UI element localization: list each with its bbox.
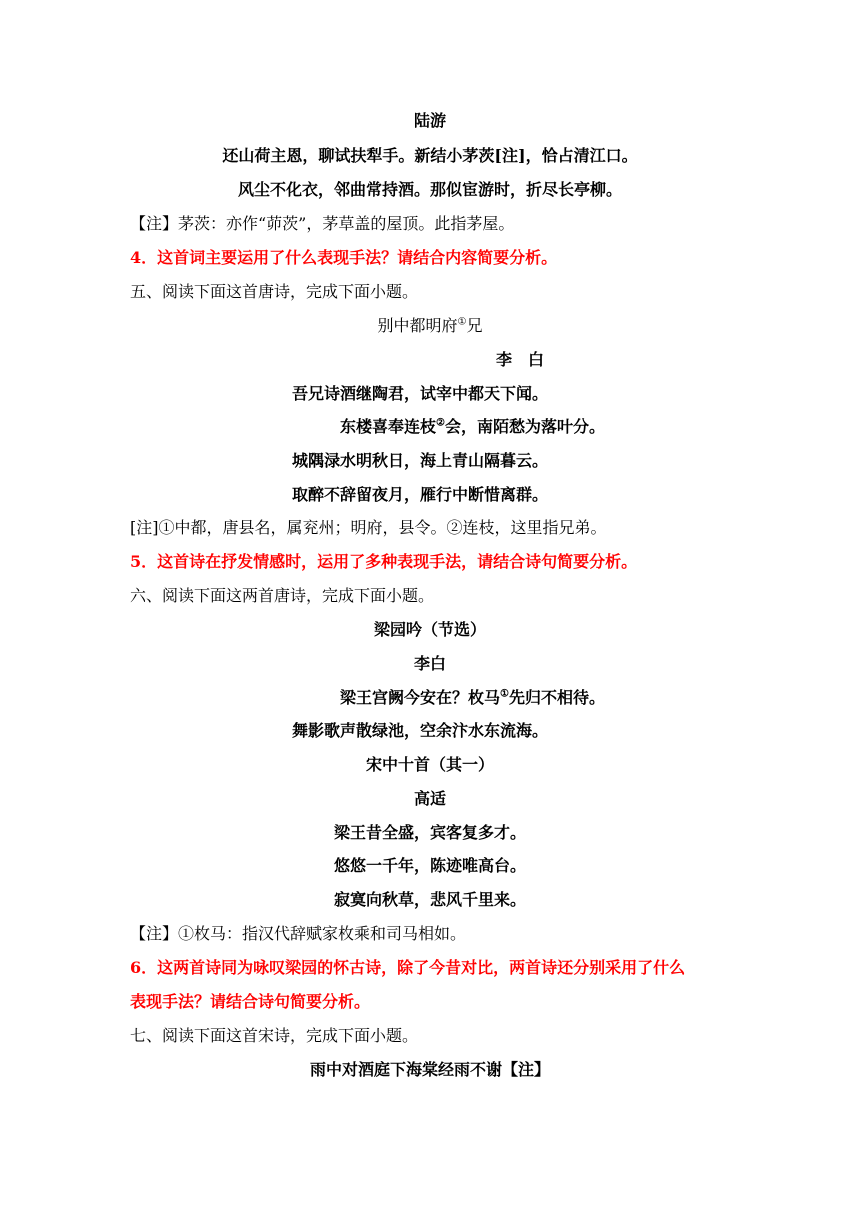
poem-line: 城隅渌水明秋日，海上青山隔暮云。	[292, 451, 549, 470]
section-heading: 六、阅读下面这两首唐诗，完成下面小题。	[130, 586, 435, 605]
poem-line: 吾兄诗酒继陶君，试宰中都天下闻。	[292, 384, 549, 403]
note: [注]①中都，唐县名，属兖州；明府，县令。②连枝，这里指兄弟。	[130, 518, 607, 537]
question-4: 4．这首词主要运用了什么表现手法？请结合内容简要分析。	[130, 248, 558, 267]
poem-line: 悠悠一千年，陈迹唯高台。	[333, 856, 526, 875]
question-6-continued: 表现手法？请结合诗句简要分析。	[130, 992, 371, 1011]
poem-line: 梁王宫阙今安在？枚马①先归不相待。	[340, 688, 605, 707]
poem-line: 梁王昔全盛，宾客复多才。	[333, 823, 526, 842]
poem-author: 李 白	[496, 350, 545, 369]
poem-line: 还山荷主恩，聊试扶犁手。新结小茅茨[注]，恰占清江口。	[222, 146, 638, 165]
poem-title: 宋中十首（其一）	[365, 755, 494, 774]
footnote-mark: ①	[457, 316, 467, 328]
poem-line: 东楼喜奉连枝②会，南陌愁为落叶分。	[340, 417, 605, 436]
footnote-mark: ②	[436, 417, 445, 429]
poem-author: 高适	[413, 789, 446, 808]
poem-title: 梁园吟（节选）	[373, 620, 486, 639]
note: 【注】茅茨：亦作“茆茨”，茅草盖的屋顶。此指茅屋。	[130, 214, 515, 233]
note: 【注】①枚马：指汉代辞赋家枚乘和司马相如。	[130, 924, 467, 943]
poem-line: 舞影歌声散绿池，空余汴水东流海。	[292, 721, 549, 740]
poem-line: 寂寞向秋草，悲风千里来。	[333, 890, 526, 909]
poem-line: 取醉不辞留夜月，雁行中断惜离群。	[292, 485, 549, 504]
poem-author: 陆游	[413, 111, 446, 130]
question-5: 5．这首诗在抒发情感时，运用了多种表现手法，请结合诗句简要分析。	[130, 552, 638, 571]
question-6: 6．这两首诗同为咏叹梁园的怀古诗，除了今昔对比，两首诗还分别采用了什么	[130, 958, 686, 977]
footnote-mark: ①	[500, 688, 509, 700]
poem-title: 别中都明府①兄	[377, 316, 483, 335]
section-heading: 七、阅读下面这首宋诗，完成下面小题。	[130, 1026, 419, 1045]
poem-author: 李白	[413, 654, 446, 673]
section-heading: 五、阅读下面这首唐诗，完成下面小题。	[130, 282, 419, 301]
poem-line: 风尘不化衣，邻曲常持酒。那似宦游时，折尽长亭柳。	[237, 180, 622, 199]
poem-title: 雨中对酒庭下海棠经雨不谢【注】	[309, 1060, 550, 1079]
